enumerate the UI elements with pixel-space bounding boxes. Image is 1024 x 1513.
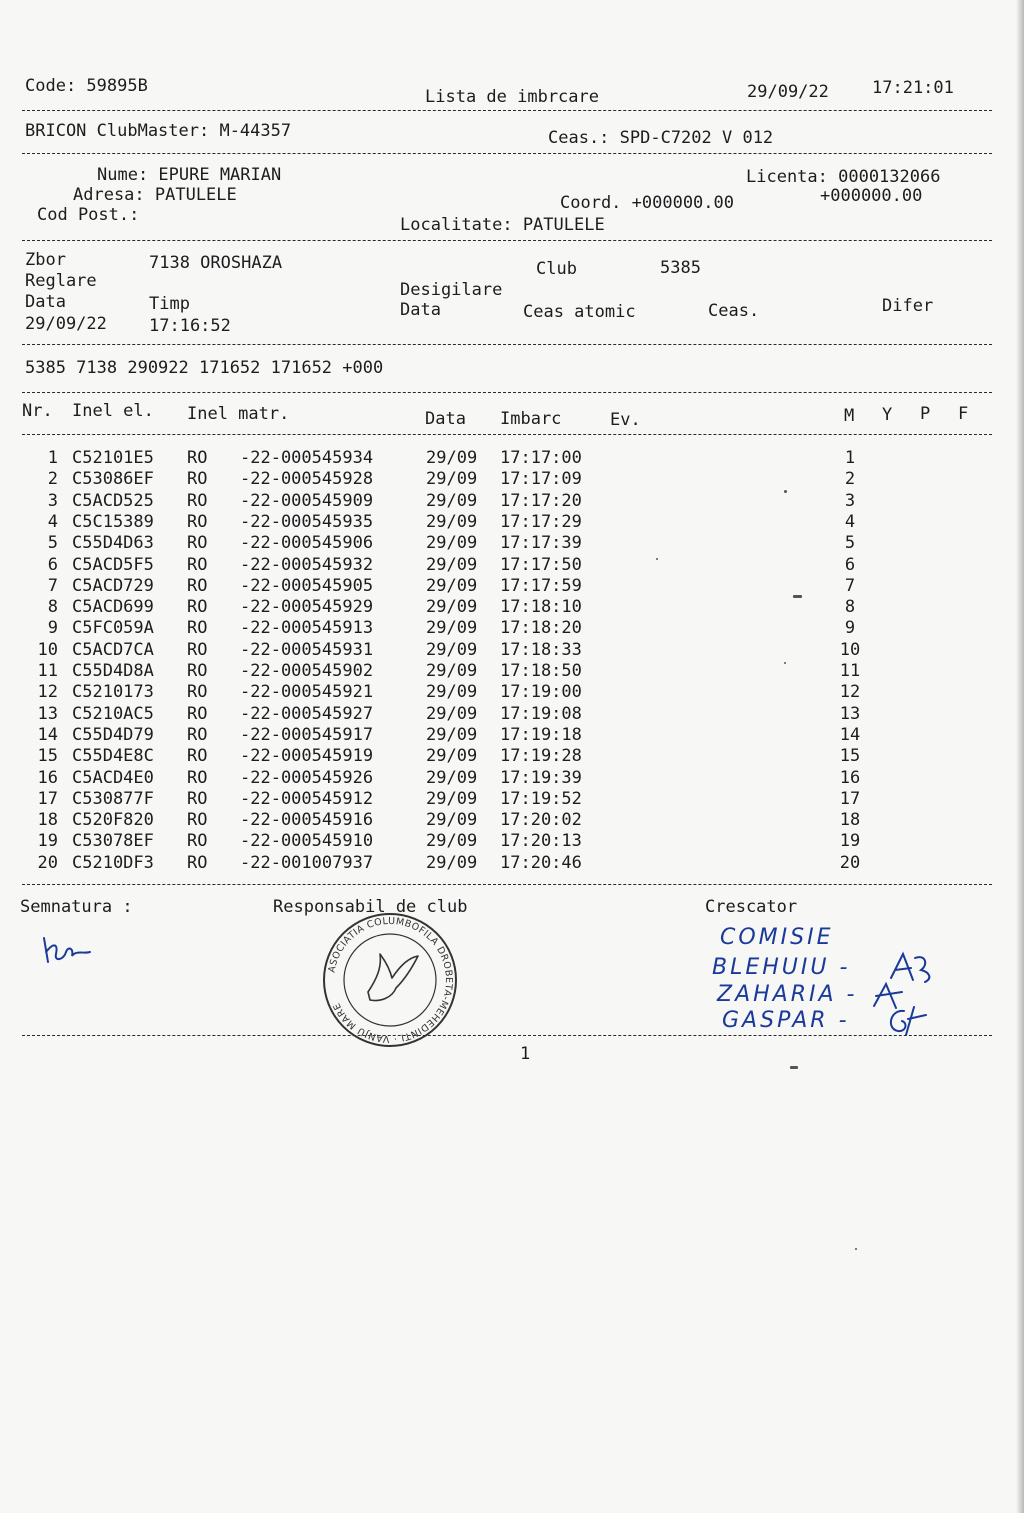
basketing-date: 29/09 [426,831,478,852]
country-code: RO [187,661,208,681]
basketing-date: 29/09 [426,597,478,618]
basketing-date: 29/09 [426,469,478,490]
row-number: 18 [37,810,58,831]
electronic-ring: C55D4D79 [72,724,154,745]
clock-label: Ceas.: SPD-C7202 V 012 [548,128,774,148]
row-number: 2 [47,469,58,490]
scan-speck [790,1066,798,1069]
ring-number: -22-000545928 [240,469,374,490]
country-code: RO [187,724,208,745]
ring-number: -22-000545934 [240,448,374,468]
electronic-ring: C5ACD699 [72,597,154,618]
table-row [0,789,1024,810]
basketing-date: 29/09 [426,767,478,788]
basketing-time: 17:17:59 [500,575,582,596]
commission-member-2: ZAHARIA - [717,982,858,1007]
m-count: 2 [844,469,856,490]
electronic-ring: C5C15389 [72,511,154,532]
breeder-label: Crescator [705,897,798,917]
basketing-date: 29/09 [426,724,478,745]
basketing-date: 29/09 [426,575,478,596]
row-number: 15 [37,746,58,767]
country-code: RO [187,788,208,809]
basketing-date: 29/09 [426,703,478,724]
ring-number: -22-000545919 [240,746,374,767]
flight-value: 7138 OROSHAZA [149,253,283,273]
fancier-name: Nume: EPURE MARIAN [97,165,282,185]
scan-edge-shadow [1016,0,1024,1513]
electronic-ring: C5210DF3 [72,852,154,873]
ring-number: -22-000545916 [240,810,374,831]
ring-number: -22-000545913 [240,618,374,639]
m-count: 3 [844,490,856,511]
m-count: 18 [839,810,861,831]
commission-member-3: GASPAR - [722,1008,850,1033]
basketing-time: 17:19:39 [500,767,582,788]
basketing-date: 29/09 [426,746,478,767]
row-number: 19 [37,831,58,852]
row-number: 9 [47,618,58,639]
country-code: RO [187,575,208,596]
electronic-ring: C5FC059A [72,618,154,639]
fancier-signature [40,932,100,968]
divider [22,344,992,345]
scan-speck [784,662,786,664]
basketing-date: 29/09 [426,852,478,873]
coordinates-label: Coord. +000000.00 [560,193,734,213]
m-count: 7 [844,575,856,596]
flight-label: Zbor [25,250,66,270]
coordinates-second: +000000.00 [820,186,923,206]
table-row [0,618,1024,639]
atomic-clock-label: Ceas atomic [523,302,636,322]
timp-label: Timp [149,294,190,314]
basketing-time: 17:17:20 [500,490,582,511]
basketing-time: 17:18:10 [500,597,582,618]
flight-code-line: 5385 7138 290922 171652 171652 +000 [25,358,384,378]
reglare-label: Reglare [25,271,97,291]
m-count: 19 [839,831,861,852]
col-f-header: F [958,404,969,424]
ring-number: -22-000545926 [240,767,374,788]
country-code: RO [187,703,208,724]
electronic-ring: C52101E5 [72,448,154,468]
reglare-date: 29/09/22 [25,314,107,334]
country-code: RO [187,490,208,511]
basketing-time: 17:20:02 [500,810,582,831]
table-row [0,746,1024,767]
country-code: RO [187,511,208,532]
col-inel-matr-header: Inel matr. [187,404,290,424]
stamp-text: ASOCIATIA COLUMBOFILA DROBETA-MEHEDINTI · VANJU MARE [326,915,455,1045]
row-number: 8 [47,597,58,618]
table-row [0,831,1024,852]
svg-text:ASOCIATIA COLUMBOFILA DROBETA- [326,916,454,1044]
table-row [0,533,1024,554]
m-count: 8 [844,597,856,618]
basketing-time: 17:17:09 [500,469,582,490]
row-number: 5 [47,533,58,554]
table-row [0,725,1024,746]
country-code: RO [187,618,208,639]
divider [22,884,992,885]
basketing-time: 17:17:29 [500,511,582,532]
basketing-time: 17:19:18 [500,724,582,745]
m-count: 10 [839,639,861,660]
electronic-ring: C55D4D63 [72,533,154,554]
table-row [0,682,1024,703]
data-label: Data [25,292,66,312]
col-inel-el-header: Inel el. [72,401,154,421]
basketing-date: 29/09 [426,810,478,831]
electronic-ring: C5ACD7CA [72,639,154,660]
divider [22,392,992,393]
ring-number: -22-000545902 [240,661,374,681]
code-label: Code: 59895B [25,76,148,96]
print-date: 29/09/22 [747,82,829,102]
basketing-time: 17:18:50 [500,661,582,681]
m-count: 14 [839,724,861,745]
ring-number: -22-000545912 [240,788,374,809]
club-stamp [320,910,460,1050]
m-count: 13 [839,703,861,724]
divider [22,240,992,241]
electronic-ring: C5ACD4E0 [72,767,154,788]
table-row [0,576,1024,597]
divider [22,434,992,435]
dove-icon [368,954,418,1001]
row-number: 17 [37,788,58,809]
club-label: Club [536,259,577,279]
scan-speck [855,1248,857,1250]
m-count: 11 [839,661,861,681]
col-nr-header: Nr. [22,401,53,421]
m-count: 17 [839,788,861,809]
electronic-ring: C55D4D8A [72,661,154,681]
basketing-time: 17:17:00 [500,448,582,468]
country-code: RO [187,767,208,788]
club-responsible-label: Responsabil de club [273,897,468,917]
electronic-ring: C5210173 [72,682,154,703]
ring-number: -22-000545909 [240,490,374,511]
country-code: RO [187,554,208,575]
scan-speck [793,595,802,598]
ring-number: -22-000545921 [240,682,374,703]
commission-title: COMISIE [720,925,834,950]
table-row [0,853,1024,874]
basketing-time: 17:19:08 [500,703,582,724]
row-number: 1 [47,448,58,468]
row-number: 13 [37,703,58,724]
table-row [0,448,1024,469]
country-code: RO [187,597,208,618]
table-row [0,512,1024,533]
signature-label: Semnatura : [20,897,133,917]
m-count: 1 [844,448,856,468]
electronic-ring: C520F820 [72,810,154,831]
m-count: 16 [839,767,861,788]
country-code: RO [187,469,208,490]
country-code: RO [187,746,208,767]
basketing-date: 29/09 [426,639,478,660]
table-row [0,555,1024,576]
row-number: 14 [37,724,58,745]
commission-initials-3 [880,1005,932,1037]
basketing-time: 17:20:46 [500,852,582,873]
row-number: 11 [37,661,58,681]
document-title: Lista de imbrcare [425,87,599,107]
basketing-time: 17:19:00 [500,682,582,703]
m-count: 5 [844,533,856,554]
scan-speck [656,558,658,560]
commission-member-1: BLEHUIU - [712,955,851,980]
table-row [0,491,1024,512]
col-y-header: Y [882,405,893,425]
col-data-header: Data [425,409,466,429]
electronic-ring: C53086EF [72,469,154,490]
ring-number: -22-000545929 [240,597,374,618]
commission-initials-1 [885,950,945,984]
ring-number: -22-000545910 [240,831,374,852]
basketing-time: 17:19:28 [500,746,582,767]
col-ev-header: Ev. [610,410,641,430]
ring-number: -22-000545906 [240,533,374,554]
electronic-ring: C530877F [72,788,154,809]
row-number: 4 [47,511,58,532]
electronic-ring: C53078EF [72,831,154,852]
basketing-date: 29/09 [426,554,478,575]
ring-number: -22-001007937 [240,852,374,873]
row-number: 20 [37,852,58,873]
clubmaster-label: BRICON ClubMaster: M-44357 [25,121,292,141]
table-row [0,810,1024,831]
electronic-ring: C5210AC5 [72,703,154,724]
basketing-time: 17:20:13 [500,831,582,852]
m-count: 4 [844,511,856,532]
country-code: RO [187,533,208,554]
m-count: 15 [839,746,861,767]
basketing-time: 17:17:50 [500,554,582,575]
col-p-header: P [920,404,931,424]
page-number: 1 [520,1044,531,1064]
basketing-date: 29/09 [426,618,478,639]
row-number: 7 [47,575,58,596]
ring-number: -22-000545935 [240,511,374,532]
electronic-ring: C5ACD525 [72,490,154,511]
divider [22,153,992,154]
table-row [0,661,1024,682]
country-code: RO [187,639,208,660]
ring-number: -22-000545905 [240,575,374,596]
clock-column-label: Ceas. [708,301,760,321]
basketing-date: 29/09 [426,533,478,554]
divider [22,110,992,111]
basketing-date: 29/09 [426,682,478,703]
table-row [0,597,1024,618]
electronic-ring: C55D4E8C [72,746,154,767]
basketing-time: 17:18:33 [500,639,582,660]
data2-label: Data [400,300,441,320]
row-number: 3 [47,490,58,511]
row-number: 10 [37,639,58,660]
basketing-date: 29/09 [426,661,478,681]
divider [22,1035,992,1036]
reglare-time: 17:16:52 [149,316,231,336]
scan-speck [784,490,787,493]
m-count: 9 [844,618,856,639]
m-count: 6 [844,554,856,575]
electronic-ring: C5ACD729 [72,575,154,596]
basketing-date: 29/09 [426,490,478,511]
country-code: RO [187,852,208,873]
club-value: 5385 [660,258,701,278]
table-row [0,469,1024,490]
country-code: RO [187,682,208,703]
basketing-date: 29/09 [426,511,478,532]
m-count: 12 [839,682,861,703]
print-time: 17:21:01 [872,78,954,98]
country-code: RO [187,810,208,831]
basketing-date: 29/09 [426,788,478,809]
col-m-header: M [844,406,855,426]
fancier-address: Adresa: PATULELE [73,185,237,205]
ring-number: -22-000545927 [240,703,374,724]
row-number: 12 [37,682,58,703]
basketing-time: 17:17:39 [500,533,582,554]
row-number: 16 [37,767,58,788]
country-code: RO [187,831,208,852]
col-imbarc-header: Imbarc [500,409,562,429]
ring-number: -22-000545931 [240,639,374,660]
m-count: 20 [839,852,861,873]
table-row [0,640,1024,661]
difference-label: Difer [882,296,934,316]
table-row [0,704,1024,725]
locality-label: Localitate: PATULELE [400,215,605,235]
ring-number: -22-000545932 [240,554,374,575]
ring-number: -22-000545917 [240,724,374,745]
basketing-time: 17:18:20 [500,618,582,639]
electronic-ring: C5ACD5F5 [72,554,154,575]
row-number: 6 [47,554,58,575]
basketing-time: 17:19:52 [500,788,582,809]
country-code: RO [187,448,208,468]
desigilare-label: Desigilare [400,280,503,300]
license-number: Licenta: 0000132066 [746,167,941,187]
basketing-date: 29/09 [426,448,478,468]
table-row [0,768,1024,789]
postal-code-label: Cod Post.: [37,205,140,225]
